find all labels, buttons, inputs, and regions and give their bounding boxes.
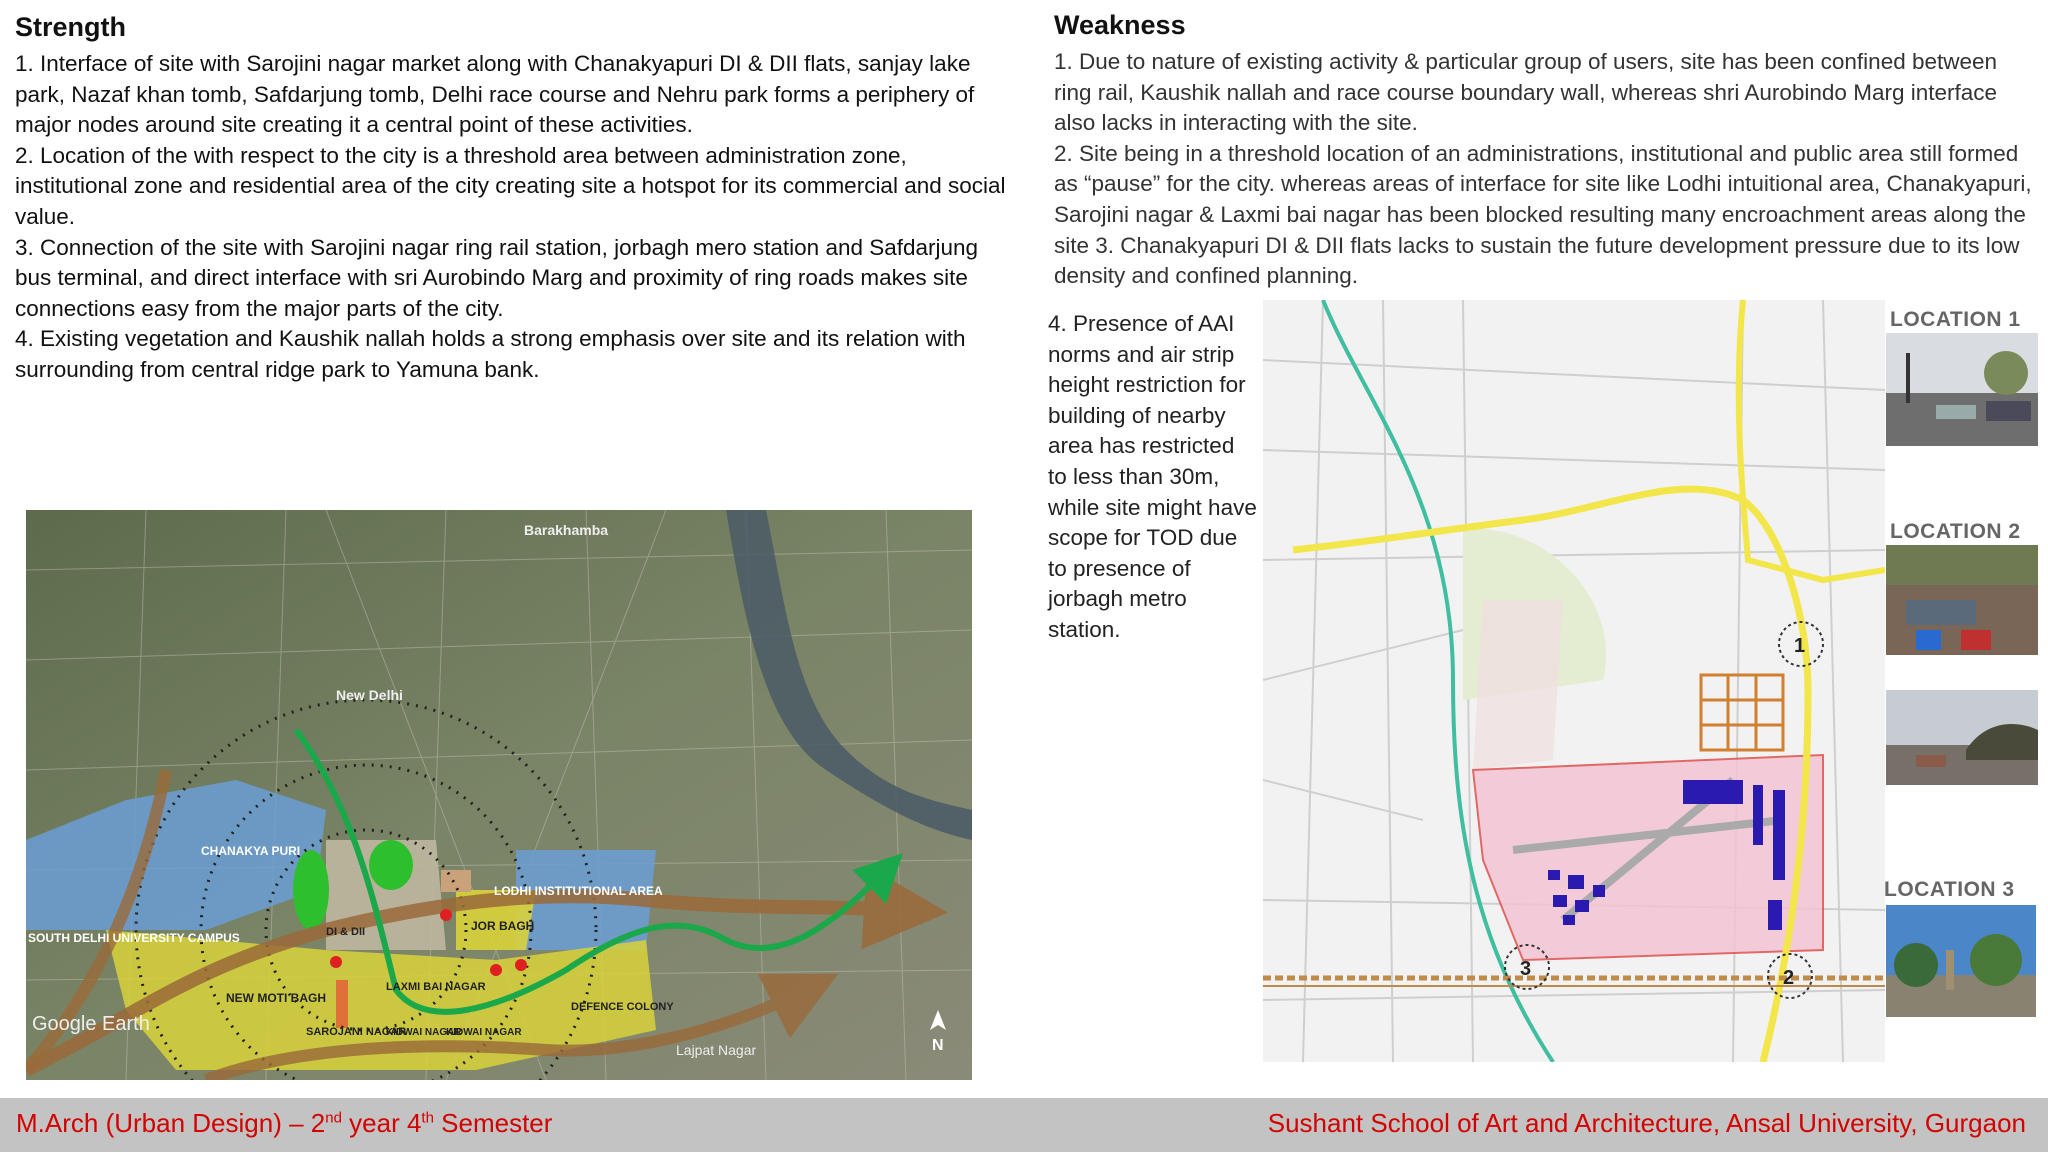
footer-institution: Sushant School of Art and Architecture, Ansal University, Gurgaon — [1267, 1108, 2026, 1138]
strength-heading: Strength — [15, 12, 126, 42]
footer-bar — [0, 1098, 2048, 1152]
north-arrow-label: N — [932, 1037, 944, 1054]
weakness-section — [1054, 10, 2039, 292]
strength-point-2: 2. Location of the with respect to the city is a threshold area between administration zone, institutional zone and residential area of the city creating site a hotspot for its commercial and social value. — [15, 142, 1006, 229]
label-di-dii: DI & DII — [326, 926, 366, 938]
google-earth-watermark: Google Earth — [32, 1013, 150, 1035]
site-marker-2: 2 — [1783, 967, 1795, 989]
site-context-map — [1263, 300, 1885, 1062]
label-jor-bagh: JOR BAGH — [471, 919, 535, 933]
strength-point-3: 3. Connection of the site with Sarojini nagar ring rail station, jorbagh mero station and Safdarjung bus terminal, and direct interface with sri Aurobindo Marg and proximity of ring roads makes site connections easy from the major parts of the city. — [15, 234, 979, 321]
site-map-graphic — [1263, 300, 1885, 1062]
label-new-delhi: New Delhi — [336, 687, 403, 703]
location-1-photo — [1886, 333, 2038, 446]
strength-point-4: 4. Existing vegetation and Kaushik nallah holds a strong emphasis over site and its relation with surrounding from central ridge park to Yamuna bank. — [15, 326, 966, 382]
label-barakhamba: Barakhamba — [524, 522, 609, 538]
site-marker-1: 1 — [1794, 635, 1806, 657]
location-3-label: LOCATION 3 — [1884, 878, 2015, 901]
weakness-point-2: 2. Site being in a threshold location of an administrations, institutional and public area still formed as “pause” for the city. whereas areas of interface for site like Lodhi intuitional area, Chanakyapuri, Sarojini nagar & Laxmi bai nagar has been blocked resulting many encroachment areas along the site 3. Chanakyapuri DI & DII flats lacks to sustain the future development pressure due to its low density and confined planning. — [1054, 140, 2032, 289]
label-kidwai-nagar-1: KIDWAI NAGAR — [386, 1027, 462, 1038]
context-map-graphic — [26, 510, 972, 1080]
location-2-label: LOCATION 2 — [1890, 520, 2021, 543]
weakness-heading: Weakness — [1054, 10, 1186, 40]
location-2-photo-a — [1886, 545, 2038, 655]
footer-course-sup-1: nd — [325, 1109, 342, 1127]
location-2-photo-b — [1886, 690, 2038, 785]
location-3-photo — [1886, 905, 2036, 1017]
strength-point-1: 1. Interface of site with Sarojini nagar market along with Chanakyapuri DI & DII flats, sanjay lake park, Nazaf khan tomb, Safdarjung tomb, Delhi race course and Nehru park forms a periphery of major nodes around site creating it a central point of these activities. — [15, 51, 975, 138]
footer-course-info — [16, 1108, 552, 1139]
footer-course-sup-2: th — [421, 1109, 434, 1127]
site-marker-3: 3 — [1520, 958, 1532, 980]
label-laxmi-bai-nagar: LAXMI BAI NAGAR — [386, 981, 486, 993]
location-1-label: LOCATION 1 — [1890, 308, 2021, 331]
weakness-point-1: 1. Due to nature of existing activity & particular group of users, site has been confined between ring rail, Kaushik nallah and race course boundary wall, whereas shri Aurobindo Marg interface also lacks in interacting with the site. — [1054, 49, 1998, 136]
label-kidwai-nagar-2: KIDWAI NAGAR — [446, 1027, 522, 1038]
context-satellite-map — [26, 510, 972, 1080]
label-new-moti-bagh: NEW MOTI BAGH — [226, 991, 326, 1005]
label-south-campus: SOUTH DELHI UNIVERSITY CAMPUS — [28, 931, 240, 945]
label-chanakya-puri: CHANAKYA PURI — [201, 844, 301, 858]
label-lodhi: LODHI INSTITUTIONAL AREA — [494, 884, 663, 898]
footer-course-prefix: M.Arch (Urban Design) – 2 — [16, 1108, 326, 1138]
label-lajpat-nagar: Lajpat Nagar — [676, 1042, 757, 1058]
strength-section — [15, 12, 1015, 386]
footer-course-suffix: Semester — [433, 1108, 553, 1138]
label-defence-colony: DEFENCE COLONY — [571, 1001, 674, 1013]
label-sarojani-nagar: SAROJANI NAGAR — [306, 1026, 407, 1038]
weakness-point-4: 4. Presence of AAI norms and air strip height restriction for building of nearby area has restricted to less than 30m, while site might have scope for TOD due to presence of jorbagh metro station. — [1048, 311, 1257, 642]
footer-course-mid: year 4 — [341, 1108, 422, 1138]
